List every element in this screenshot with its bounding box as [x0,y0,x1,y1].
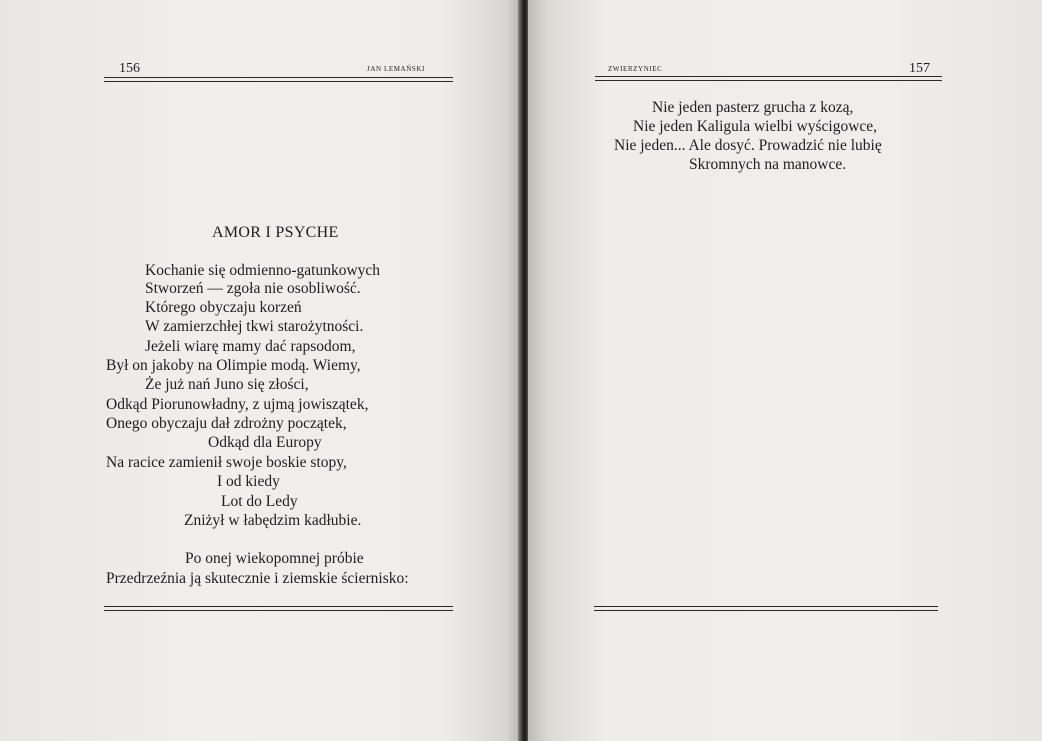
poem-line: Nie jeden... Ale dosyć. Prowadzić nie lubię [614,137,882,154]
poem-line: Skromnych na manowce. [689,156,847,173]
poem-line: W zamierzchłej tkwi starożytności. [145,318,364,335]
footer-rule-right [594,606,938,611]
running-head-left: JAN LEMAŃSKI [367,65,425,73]
poem-line: Którego obyczaju korzeń [145,299,302,316]
page-number-left: 156 [119,61,140,76]
poem-line: I od kiedy [217,473,280,490]
poem-line: Kochanie się odmienno-gatunkowych [145,262,381,279]
poem-line: Zniżył w łabędzim kadłubie. [184,512,362,529]
header-rule-right [595,76,942,81]
header-rule-left [104,77,453,82]
poem-line: Odkąd dla Europy [208,434,322,451]
poem-line: Onego obyczaju dał zdrożny początek, [106,415,347,432]
poem-line: Na racice zamienił swoje boskie stopy, [106,454,347,471]
poem-line: Przedrzeźnia ją skutecznie i ziemskie ściernisko: [106,570,409,587]
footer-rule-left [104,606,453,611]
poem-line: Nie jeden pasterz grucha z kozą, [652,99,854,116]
right-page [528,0,1042,741]
poem-line: Po onej wiekopomnej próbie [185,550,364,567]
poem-line: Nie jeden Kaligula wielbi wyścigowce, [633,118,878,135]
page-number-right: 157 [909,61,930,76]
running-head-right: ZWIERZYNIEC [608,65,663,73]
poem-line: Był on jakoby na Olimpie modą. Wiemy, [106,357,361,374]
poem-line: Lot do Ledy [221,493,298,510]
poem-title: AMOR I PSYCHE [212,224,339,241]
poem-line: Stworzeń — zgoła nie osobliwość. [145,280,361,297]
poem-line: Odkąd Piorunowładny, z ujmą jowiszątek, [106,396,369,413]
poem-line: Jeżeli wiarę mamy dać rapsodom, [145,338,356,355]
poem-line: Że już nań Juno się złości, [145,376,309,393]
